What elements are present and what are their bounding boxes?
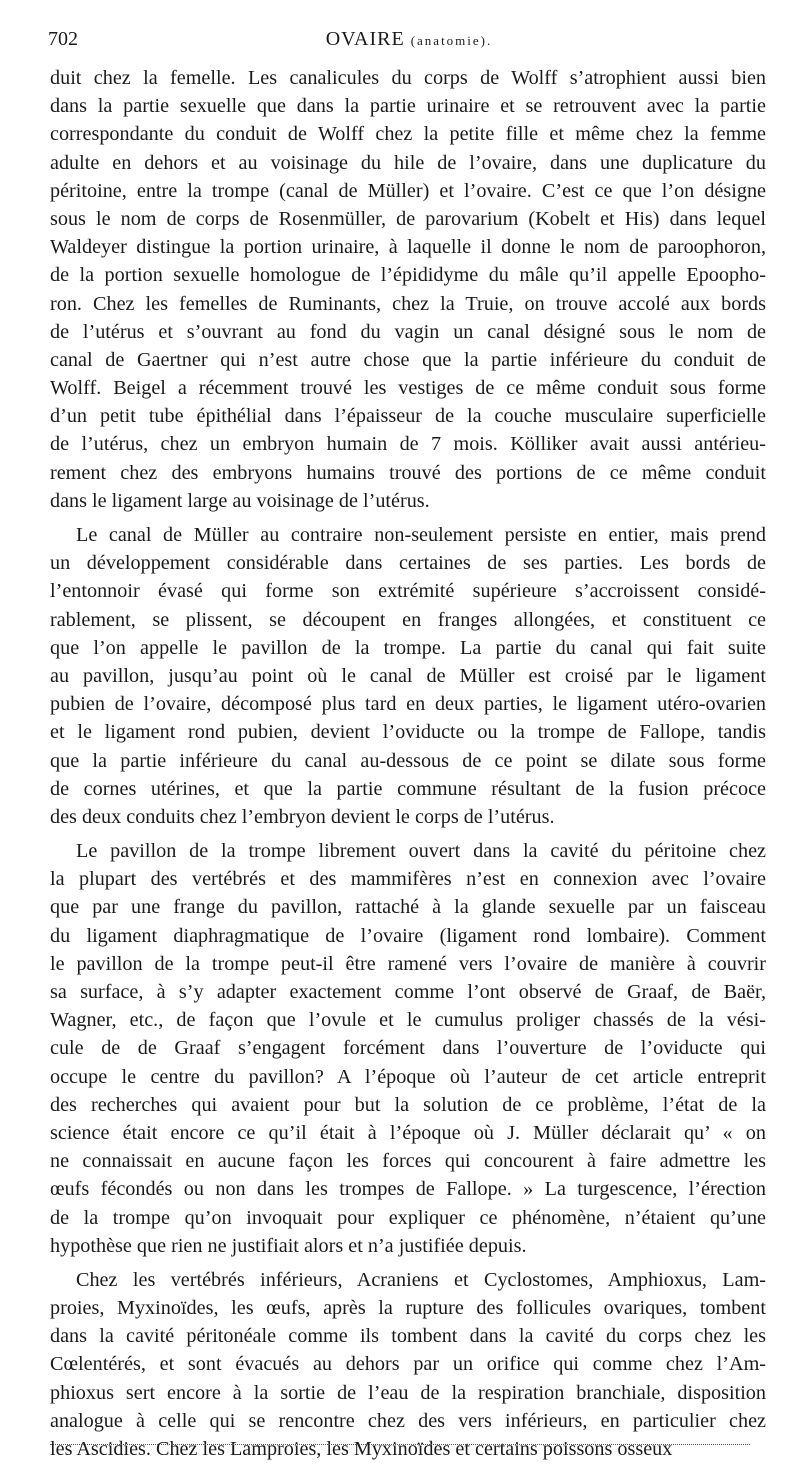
text-line: du ligament diaphragmatique de l’ovaire (ligament rond lombaire). Comment: [50, 924, 766, 947]
text-line: dans le ligament large au voisinage de l’utérus.: [50, 489, 430, 512]
text-line: des deux conduits chez l’embryon devient le corps de l’utérus.: [50, 805, 555, 828]
paragraph: [50, 837, 766, 1260]
body-text: [50, 64, 766, 1463]
text-line: canal de Gaertner qui n’est autre chose que la partie inférieure du conduit de: [50, 348, 766, 371]
running-section: (anatomie).: [410, 33, 493, 48]
text-line: pubien de l’ovaire, décomposé plus tard en deux parties, le ligament utéro-ovarien: [50, 693, 766, 716]
text-line: science était encore ce qu’il était à l’époque où J. Müller déclarait qu’ « on: [50, 1121, 766, 1144]
text-line: et le ligament rond pubien, devient l’oviducte ou la trompe de Fallope, tandis: [50, 721, 766, 744]
text-line: la plupart des vertébrés et des mammifères n’est en connexion avec l’ovaire: [50, 868, 766, 891]
text-line: Wagner, etc., de façon que l’ovule et le cumulus proliger chassés de la vési-: [50, 1009, 766, 1032]
paragraph: [50, 521, 766, 831]
text-line: Le pavillon de la trompe librement ouvert dans la cavité du péritoine chez: [76, 840, 766, 863]
text-line: Chez les vertébrés inférieurs, Acraniens et Cyclostomes, Amphioxus, Lam-: [76, 1268, 766, 1291]
text-line: adulte en dehors et au voisinage du hile de l’ovaire, dans une duplicature du: [50, 151, 766, 174]
text-line: un développement considérable dans certaines de ses parties. Les bords de: [50, 552, 766, 575]
text-line: sous le nom de corps de Rosenmüller, de parovarium (Kobelt et His) dans lequel: [50, 207, 766, 230]
text-line: occupe le centre du pavillon? A l’époque où l’auteur de cet article entreprit: [50, 1065, 766, 1088]
text-line: que la partie inférieure du canal au-dessous de ce point se dilate sous forme: [50, 749, 766, 772]
text-line: correspondante du conduit de Wolff chez la petite fille et même chez la femme: [50, 123, 766, 146]
text-line: duit chez la femelle. Les canalicules du corps de Wolff s’atrophient aussi bien: [50, 67, 766, 89]
text-line: phioxus sert encore à la sortie de l’eau de la respiration branchiale, disposition: [50, 1381, 766, 1404]
footer-rule: [50, 1444, 750, 1445]
running-title: OVAIRE: [325, 28, 405, 50]
text-line: sa surface, à s’y adapter exactement comme l’ont observé de Graaf, de Baër,: [50, 981, 766, 1003]
text-line: que par une frange du pavillon, rattaché à la glande sexuelle par un faisceau: [50, 896, 766, 919]
text-line: cule de de Graaf s’engagent forcément dans l’ouverture de l’oviducte qui: [50, 1037, 766, 1060]
text-line: de cornes utérines, et que la partie commune résultant de la fusion précoce: [50, 777, 766, 800]
paragraph: [50, 1266, 766, 1463]
text-line: Waldeyer distingue la portion urinaire, à laquelle il donne le nom de paroophoron,: [50, 236, 766, 259]
running-head: [48, 28, 770, 51]
text-line: Le canal de Müller au contraire non-seulement persiste en entier, mais prend: [76, 524, 766, 546]
text-line: hypothèse que rien ne justifiait alors et n’a justifiée depuis.: [50, 1234, 527, 1257]
text-line: de la portion sexuelle homologue de l’épididyme du mâle qu’il appelle Epoopho-: [50, 264, 766, 287]
text-line: dans la partie sexuelle que dans la partie urinaire et se retrouvent avec la partie: [50, 95, 766, 118]
text-line: des recherches qui avaient pour but la solution de ce problème, l’état de la: [50, 1093, 766, 1116]
text-line: Cœlentérés, et sont évacués au dehors par un orifice qui comme chez l’Am-: [50, 1353, 766, 1376]
text-line: de la trompe qu’on invoquait pour expliquer ce phénomène, n’étaient qu’une: [50, 1206, 766, 1229]
page-header: [48, 28, 770, 58]
text-line: rablement, se plissent, se découpent en franges allongées, et constituent ce: [50, 608, 766, 631]
text-line: de l’utérus et s’ouvrant au fond du vagin un canal désigné sous le nom de: [50, 320, 766, 343]
paragraph: [50, 64, 766, 515]
text-line: ron. Chez les femelles de Ruminants, chez la Truie, on trouve accolé aux bords: [50, 292, 766, 315]
text-line: les Ascidies. Chez les Lamproies, les Myxinoïdes et certains poissons osseux: [50, 1438, 673, 1460]
text-line: au pavillon, jusqu’au point où le canal de Müller est croisé par le ligament: [50, 664, 766, 687]
text-line: analogue à celle qui se rencontre chez des vers inférieurs, en particulier chez: [50, 1409, 766, 1432]
text-line: le pavillon de la trompe peut-il être ramené vers l’ovaire de manière à couvrir: [50, 952, 766, 975]
page-number: 702: [48, 28, 78, 50]
text-line: proies, Myxinoïdes, les œufs, après la rupture des follicules ovariques, tombent: [50, 1297, 766, 1320]
text-line: dans la cavité péritonéale comme ils tombent dans la cavité du corps chez les: [50, 1325, 766, 1348]
text-line: rement chez des embryons humains trouvé des portions de ce même conduit: [50, 461, 766, 484]
text-line: péritoine, entre la trompe (canal de Müller) et l’ovaire. C’est ce que l’on désigne: [50, 179, 766, 202]
text-line: œufs fécondés ou non dans les trompes de Fallope. » La turgescence, l’érection: [50, 1178, 766, 1201]
text-line: l’entonnoir évasé qui forme son extrémité supérieure s’accroissent considé-: [50, 580, 766, 603]
text-line: ne connaissait en aucune façon les forces qui concourent à faire admettre les: [50, 1150, 766, 1173]
text-line: que l’on appelle le pavillon de la trompe. La partie du canal qui fait suite: [50, 636, 766, 659]
text-line: d’un petit tube épithélial dans l’épaisseur de la couche musculaire superficielle: [50, 405, 766, 428]
text-line: Wolff. Beigel a récemment trouvé les vestiges de ce même conduit sous forme: [50, 377, 766, 400]
text-line: de l’utérus, chez un embryon humain de 7 mois. Kölliker avait aussi antérieu-: [50, 433, 766, 456]
